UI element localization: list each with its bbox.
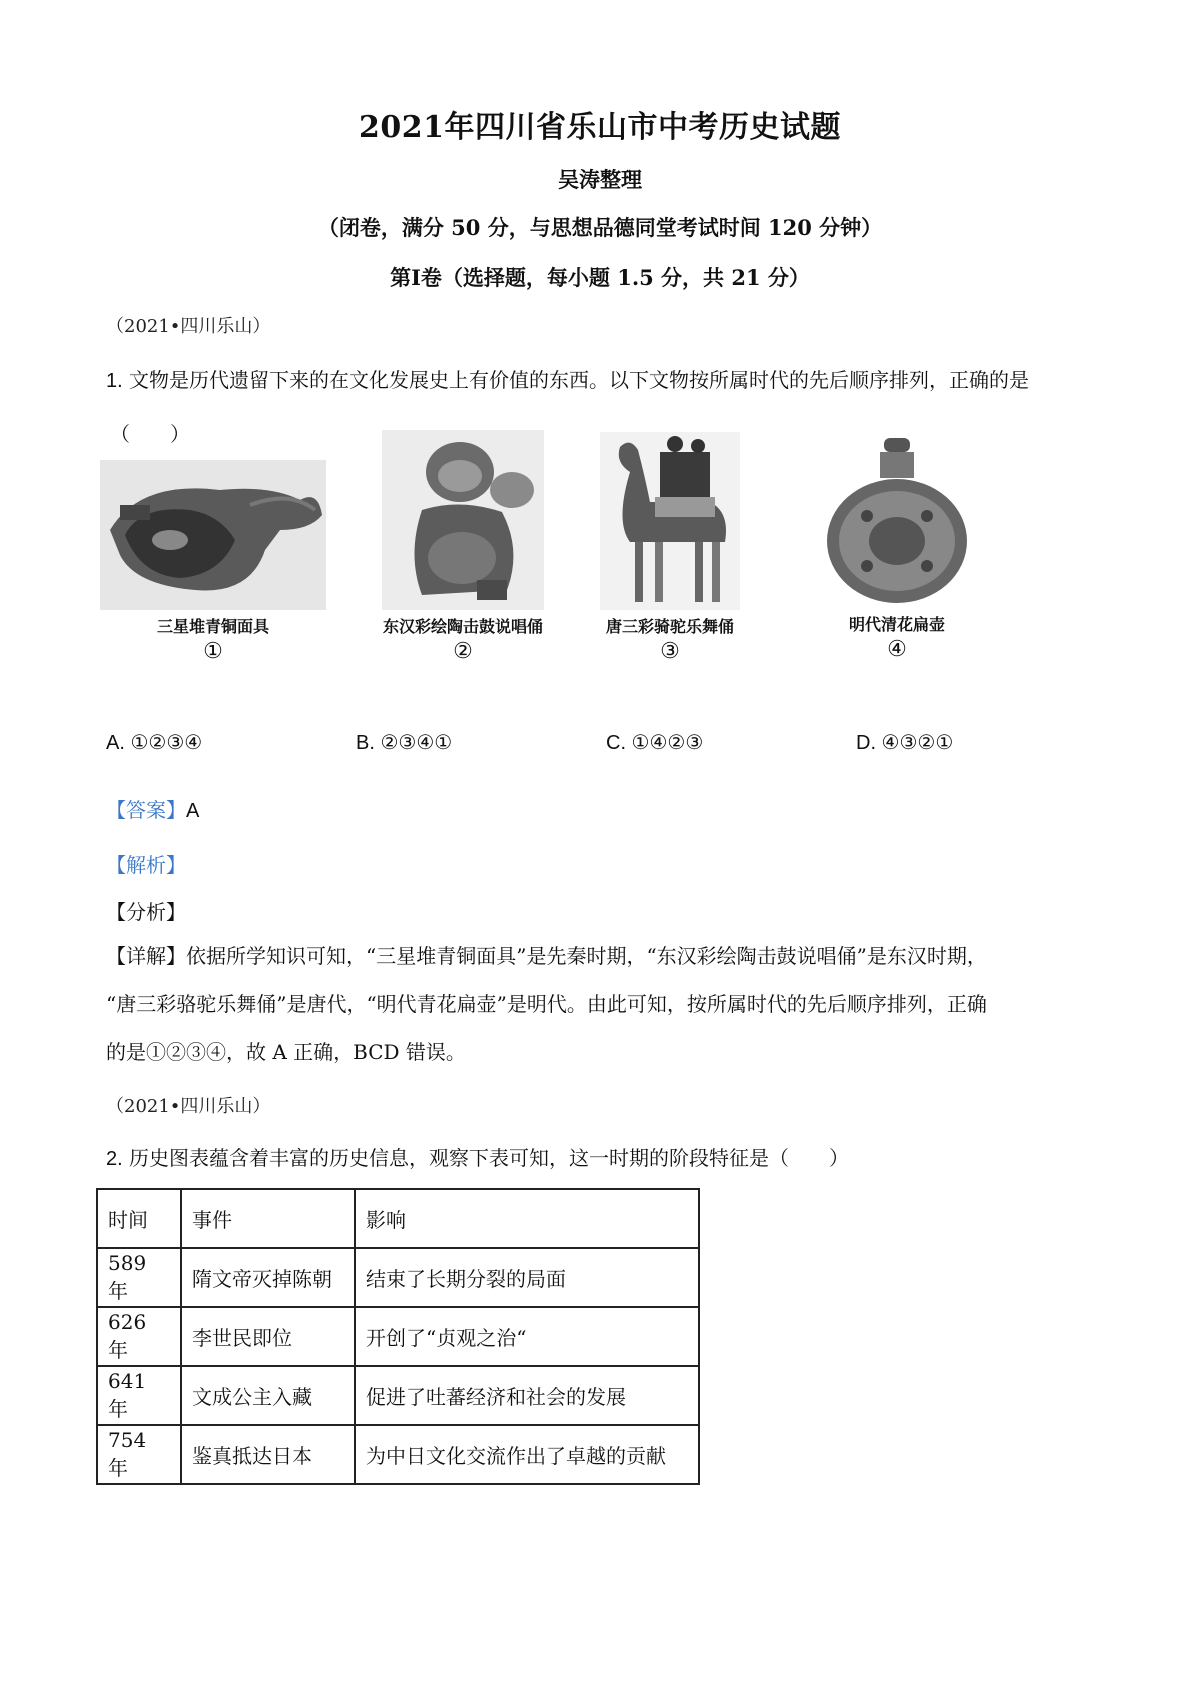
table-cell: 促进了吐蕃经济和社会的发展 bbox=[355, 1366, 699, 1425]
table-header-cell: 影响 bbox=[355, 1189, 699, 1248]
compiler-line: 吴涛整理 bbox=[558, 167, 642, 192]
question-source: （2021•四川乐山） bbox=[106, 1096, 271, 1117]
figure-4 bbox=[812, 436, 982, 662]
figure-index: ④ bbox=[887, 637, 907, 662]
table-row bbox=[97, 1425, 699, 1484]
table-cell: 589 年 bbox=[97, 1248, 181, 1307]
pottery-figure-icon bbox=[382, 430, 544, 610]
table-header-cell: 事件 bbox=[181, 1189, 355, 1248]
detail-line: 的是①②③④，故 A 正确，BCD 错误。 bbox=[106, 1040, 466, 1064]
figure-index: ③ bbox=[660, 639, 680, 664]
section-heading: 第Ⅰ卷（选择题，每小题 1.5 分，共 21 分） bbox=[390, 265, 810, 290]
detail-line: 依据所学知识可知，“三星堆青铜面具”是先秦时期，“东汉彩绘陶击鼓说唱俑”是东汉时期， bbox=[186, 944, 987, 968]
question-source: （2021•四川乐山） bbox=[106, 316, 271, 337]
table-cell: 李世民即位 bbox=[181, 1307, 355, 1366]
question-2-stem bbox=[106, 1142, 1106, 1171]
question-number: 1. bbox=[106, 370, 123, 392]
table-cell: 鉴真抵达日本 bbox=[181, 1425, 355, 1484]
table-header-row bbox=[97, 1189, 699, 1248]
detail-tag: 【详解】 bbox=[106, 944, 186, 968]
figure-1 bbox=[98, 460, 328, 664]
answer-tag: 【答案】 bbox=[106, 798, 186, 822]
table-row bbox=[97, 1307, 699, 1366]
fenxi-tag: 【分析】 bbox=[106, 900, 186, 924]
question-text: 文物是历代遗留下来的在文化发展史上有价值的东西。以下文物按所属时代的先后顺序排列，正确的是 bbox=[129, 368, 1030, 392]
detail-line: “唐三彩骆驼乐舞俑”是唐代，“明代青花扁壶”是明代。由此可知，按所属时代的先后顺序排列，正确 bbox=[106, 992, 987, 1016]
option-c[interactable]: C. ①④②③ bbox=[606, 732, 704, 754]
page-title: 2021年四川省乐山市中考历史试题 bbox=[359, 110, 841, 145]
detail-explanation bbox=[106, 932, 1106, 1076]
table-cell: 626 年 bbox=[97, 1307, 181, 1366]
analysis-tag: 【解析】 bbox=[106, 853, 186, 877]
figure-index: ② bbox=[453, 639, 473, 664]
answer-blank: （ ） bbox=[110, 422, 190, 446]
porcelain-flask-icon bbox=[822, 436, 972, 608]
option-a[interactable]: A. ①②③④ bbox=[106, 732, 203, 754]
table-header-cell: 时间 bbox=[97, 1189, 181, 1248]
table-cell: 为中日文化交流作出了卓越的贡献 bbox=[355, 1425, 699, 1484]
exam-note: （闭卷，满分 50 分，与思想品德同堂考试时间 120 分钟） bbox=[317, 215, 883, 240]
table-cell: 754 年 bbox=[97, 1425, 181, 1484]
bronze-mask-icon bbox=[100, 460, 326, 610]
question-number: 2. bbox=[106, 1148, 123, 1170]
table-cell: 开创了“贞观之治“ bbox=[355, 1307, 699, 1366]
table-row bbox=[97, 1248, 699, 1307]
table-cell: 隋文帝灭掉陈朝 bbox=[181, 1248, 355, 1307]
figure-2 bbox=[378, 430, 548, 664]
table-cell: 结束了长期分裂的局面 bbox=[355, 1248, 699, 1307]
table-row bbox=[97, 1366, 699, 1425]
events-table bbox=[96, 1188, 700, 1485]
figure-caption: 东汉彩绘陶击鼓说唱俑 bbox=[382, 617, 543, 636]
option-b[interactable]: B. ②③④① bbox=[356, 732, 453, 754]
figure-caption: 明代清花扁壶 bbox=[848, 615, 945, 634]
answer-line bbox=[106, 794, 199, 823]
table-cell: 641 年 bbox=[97, 1366, 181, 1425]
question-1-stem bbox=[106, 364, 1106, 393]
table-cell: 文成公主入藏 bbox=[181, 1366, 355, 1425]
figure-caption: 三星堆青铜面具 bbox=[156, 617, 269, 636]
camel-figure-icon bbox=[600, 432, 740, 610]
figure-3 bbox=[590, 432, 750, 664]
answer-value: A bbox=[186, 800, 200, 822]
option-d[interactable]: D. ④③②① bbox=[856, 732, 954, 754]
question-text: 历史图表蕴含着丰富的历史信息，观察下表可知，这一时期的阶段特征是（ ） bbox=[129, 1146, 850, 1170]
figure-caption: 唐三彩骑驼乐舞俑 bbox=[605, 617, 734, 636]
figure-index: ① bbox=[203, 639, 223, 664]
